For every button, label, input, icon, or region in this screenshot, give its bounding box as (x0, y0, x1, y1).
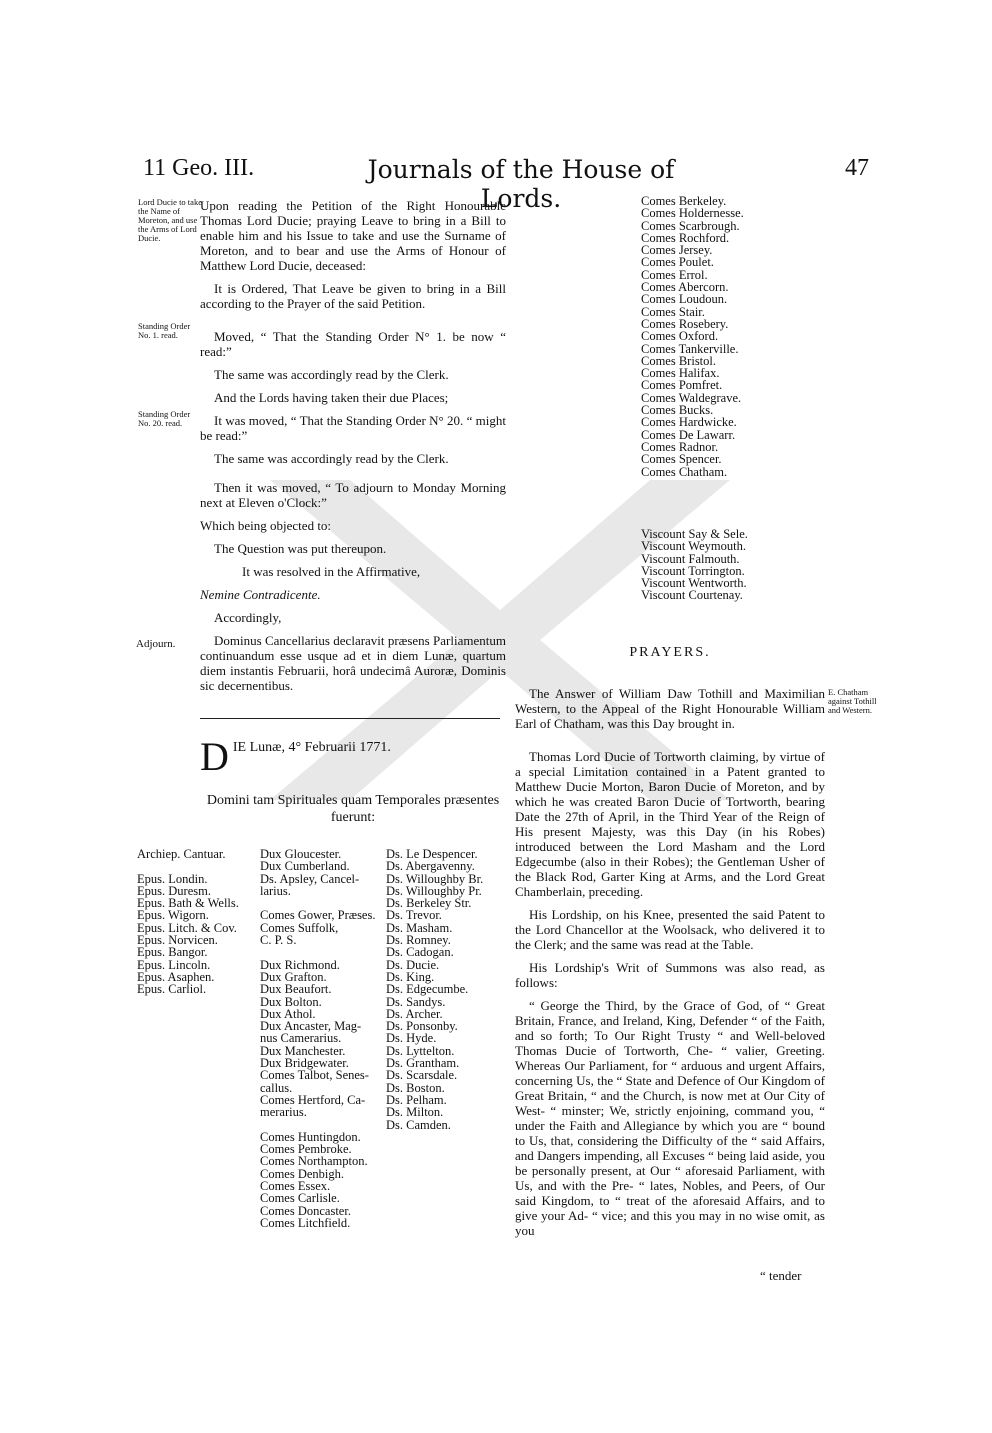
attendance-entry: Comes Halifax. (641, 366, 720, 381)
attendance-entry: Ds. Ducie. (386, 957, 440, 972)
attendance-entry: Ds. Grantham. (386, 1056, 460, 1071)
attendance-entry: Epus. Bangor. (137, 945, 208, 960)
attendance-viscounts (641, 528, 791, 602)
page-number: 47 (845, 155, 869, 181)
attendance-entry: Ds. Abergavenny. (386, 859, 475, 874)
attendance-entry: Comes Oxford. (641, 329, 719, 344)
attendance-entry: Dux Beaufort. (260, 982, 332, 997)
left-column (200, 198, 506, 701)
attendance-entry: larius. (260, 883, 291, 898)
attendance-entry: Dux Bridgewater. (260, 1056, 349, 1071)
read-by-clerk-20: The same was accordingly read by the Clerk. (214, 451, 449, 466)
drop-cap: D (200, 734, 229, 779)
attendance-entry: Comes Radnor. (641, 439, 719, 454)
attendance-entry: Dux Athol. (260, 1006, 316, 1021)
attendance-entry: Comes Denbigh. (260, 1166, 345, 1181)
margin-note-ducie: Lord Ducie to take the Name of Moreton, and use the Arms of Lord Ducie. (138, 197, 202, 243)
attendance-entry: Comes Errol. (641, 267, 708, 282)
attendance-entry: Comes Essex. (260, 1179, 331, 1194)
attendance-entry: Epus. Litch. & Cov. (137, 920, 237, 935)
attendance-dukes-earls (260, 848, 385, 1229)
attendance-entry: Comes Huntingdon. (260, 1129, 361, 1144)
attendance-entry: Dux Manchester. (260, 1043, 346, 1058)
read-by-clerk-1: The same was accordingly read by the Clerk. (214, 367, 449, 382)
attendance-entry: Viscount Say & Sele. (641, 527, 748, 541)
attendance-entry: Ds. Masham. (386, 920, 453, 935)
attendance-entry: Epus. Carliol. (137, 982, 207, 997)
attendance-entry: Epus. Londin. (137, 871, 208, 886)
die-date: IE Lunæ, 4° Februarii 1771. (232, 740, 391, 755)
attendance-entry: Comes Carlisle. (260, 1191, 340, 1206)
attendance-entry: Ds. Ponsonby. (386, 1019, 458, 1034)
attendance-entry: Comes Scarbrough. (641, 218, 740, 233)
section-rule (200, 718, 500, 719)
attendance-entry: Comes Spencer. (641, 452, 722, 467)
attendance-entry: Comes Rosebery. (641, 316, 729, 331)
ordered-paragraph: It is Ordered, That Leave be given to bring in a Bill according to the Prayer of the said Petition. (200, 281, 506, 311)
attendance-entry: Dux Gloucester. (260, 847, 342, 861)
attendance-bishops (137, 848, 267, 996)
attendance-entry: Comes Holdernesse. (641, 206, 744, 221)
header-regnal-year: 11 Geo. III. (143, 155, 255, 181)
attendance-entry: Ds. Romney. (386, 933, 451, 948)
attendance-entry: Viscount Falmouth. (641, 551, 740, 566)
die-heading (200, 734, 506, 779)
ducie-introduction: Thomas Lord Ducie of Tortworth claiming, by virtue of a special Limitation contained in a Patent granted to Matthew Ducie Morton, Baron Ducie of Moreton, and by which he was created Baron Ducie of Tortworth, bearing Date the 27th of April, in the Third Year of the Reign of His present Majesty, was this Day (in his Robes) introduced between the Lord Masham and the Lord Edgecumbe (also in their Robes); the Gentleman Usher of the Black Rod, Garter King at Arms, and the Lord Great Chamberlain, preceding. (515, 749, 825, 899)
attendance-entry: Comes Gower, Præses. (260, 908, 376, 923)
attendance-entry: Ds. Berkeley Str. (386, 896, 472, 911)
attendance-entry: Ds. Milton. (386, 1105, 444, 1120)
attendance-entry: Comes Suffolk, (260, 920, 339, 935)
writ-of-summons: “ George the Third, by the Grace of God, of “ Great Britain, France, and Ireland, King, Defender “ of the Faith, and so forth; To Our Right Trusty “ and Well-beloved Thomas Ducie of Tortworth, Che- “ valier, Greeting. Whereas Our Parliament, for “ arduous and urgent Affairs, concerning Us, the “ State and Defence of Our Kingdom of Great Britain, “ and the Church, is now met at Our City of West- “ minster; We, strictly enjoining, command you, “ under the Faith and Allegiance by which you are “ bound to Us, that, considering the Difficulty of the “ said Affairs, and Dangers impending, all Excuses “ being laid aside, you be personally present, at Our “ aforesaid Parliament, with Us, and with the Pre- “ lates, Nobles, and Peers, of Our said Kingdom, to “ treat of the aforesaid Affairs, and to give your Ad- “ vice; and this you may in no wise omit, as you (515, 998, 825, 1238)
attendance-barons (386, 848, 496, 1131)
catchword: “ tender (760, 1268, 802, 1283)
attendance-entry: Ds. Apsley, Cancel- (260, 871, 360, 886)
margin-note-adjourn: Adjourn. (136, 638, 176, 650)
attendance-entry: Ds. Hyde. (386, 1031, 437, 1046)
attendance-entry (260, 946, 385, 958)
attendance-entry: Dux Cumberland. (260, 859, 350, 874)
attendance-entry (260, 1119, 385, 1131)
question-put: The Question was put thereupon. (214, 541, 387, 556)
margin-note-standing-order-20: Standing Order No. 20. read. (138, 409, 191, 428)
attendance-entry: Comes Poulet. (641, 255, 714, 270)
attendance-entry: Viscount Wentworth. (641, 576, 747, 591)
attendance-entry: Comes Jersey. (641, 243, 713, 258)
attendance-entry: Ds. Willoughby Pr. (386, 883, 482, 898)
attendance-entry: Archiep. Cantuar. (137, 847, 226, 861)
attendance-entry: Ds. Archer. (386, 1006, 443, 1021)
resolved-affirmative: It was resolved in the Affirmative, (242, 564, 421, 579)
attendance-entry: Ds. Trevor. (386, 908, 442, 923)
petition-paragraph: Upon reading the Petition of the Right Honourable Thomas Lord Ducie; praying Leave to bring in a Bill to enable him and his Issue to take and use the Surname of Moreton, and to bear and use the Arms of Honour of Matthew Lord Ducie, deceased: (200, 198, 506, 273)
attendance-entry: Ds. Sandys. (386, 994, 446, 1009)
attendance-entry: Comes Northampton. (260, 1154, 368, 1169)
attendance-entry: Dux Grafton. (260, 969, 327, 984)
attendance-entry: Comes Bristol. (641, 353, 717, 368)
attendance-entry: Viscount Torrington. (641, 563, 745, 578)
adjourn-motion: Then it was moved, “ To adjourn to Monday Morning next at Eleven o'Clock:” (200, 480, 506, 510)
attendance-entry: Dux Richmond. (260, 957, 340, 972)
attendance-entry: Comes Litchfield. (260, 1215, 351, 1230)
nemine-contradicente: Nemine Contradicente. (200, 587, 321, 602)
attendance-entry: Comes Bucks. (641, 403, 714, 418)
attendance-entry: Ds. Cadogan. (386, 945, 454, 960)
attendance-entry: Ds. Pelham. (386, 1092, 447, 1107)
attendance-entry: Comes Tankerville. (641, 341, 739, 356)
attendance-entry: Comes Pembroke. (260, 1142, 352, 1157)
attendance-entry: Ds. Willoughby Br. (386, 871, 484, 886)
domini-heading: Domini tam Spirituales quam Temporales præsentes fuerunt: (206, 793, 500, 825)
attendance-entry: C. P. S. (260, 933, 297, 948)
margin-note-standing-order-1: Standing Order No. 1. read. (138, 321, 191, 340)
attendance-entry: merarius. (260, 1105, 307, 1120)
attendance-entry: Viscount Weymouth. (641, 539, 746, 554)
attendance-entry: Epus. Norvicen. (137, 933, 218, 948)
header-title: Journals of the House of Lords. (367, 155, 675, 213)
dominus-cancellarius: Dominus Cancellarius declaravit præsens Parliamentum continuandum esse usque ad et in diem Lunæ, quartum diem instantis Februarii, horâ undecimâ Auroræ, Dominis sic decernentibus. (200, 633, 506, 693)
attendance-entry: Ds. Scarsdale. (386, 1068, 458, 1083)
attendance-entry: Epus. Bath & Wells. (137, 896, 239, 911)
attendance-entry: Comes Talbot, Senes- (260, 1068, 369, 1083)
right-column (515, 686, 825, 1246)
margin-note-chatham: E. Chatham against Tothill and Western. (828, 687, 877, 715)
attendance-entry: Comes Loudoun. (641, 292, 728, 307)
attendance-entry: Epus. Asaphen. (137, 969, 215, 984)
attendance-entry: Epus. Lincoln. (137, 957, 211, 972)
attendance-earls-right (641, 195, 791, 478)
attendance-entry: Comes Doncaster. (260, 1203, 351, 1218)
attendance-entry: Comes Berkeley. (641, 194, 727, 208)
attendance-entry: Ds. Le Despencer. (386, 847, 478, 861)
attendance-entry: Ds. Edgecumbe. (386, 982, 469, 997)
attendance-entry: Dux Ancaster, Mag- (260, 1019, 362, 1034)
attendance-entry: Comes Waldegrave. (641, 390, 742, 405)
motion-standing-order-1: Moved, “ That the Standing Order N° 1. be now “ read:” (200, 329, 506, 359)
attendance-entry: nus Camerarius. (260, 1031, 342, 1046)
attendance-entry: Comes Abercorn. (641, 280, 729, 295)
attendance-entry: Ds. King. (386, 969, 435, 984)
attendance-entry: Epus. Wigorn. (137, 908, 209, 923)
answer-paragraph: The Answer of William Daw Tothill and Maximilian Western, to the Appeal of the Right Honourable William Earl of Chatham, was this Day brought in. (515, 686, 825, 731)
attendance-entry: Comes Hertford, Ca- (260, 1092, 366, 1107)
attendance-entry (137, 860, 267, 872)
attendance-entry: Comes Hardwicke. (641, 415, 737, 430)
attendance-entry: Ds. Boston. (386, 1080, 445, 1095)
patent-paragraph: His Lordship, on his Knee, presented the said Patent to the Lord Chancellor at the Woolsack, who delivered it to the Clerk; and the same was read at the Table. (515, 907, 825, 952)
attendance-entry: Comes Chatham. (641, 464, 728, 479)
writ-intro: His Lordship's Writ of Summons was also read, as follows: (515, 960, 825, 990)
accordingly: Accordingly, (214, 610, 282, 625)
attendance-entry: Viscount Courtenay. (641, 588, 743, 603)
attendance-entry: Epus. Duresm. (137, 883, 211, 898)
attendance-entry: Dux Bolton. (260, 994, 322, 1009)
attendance-entry: callus. (260, 1080, 293, 1095)
prayers-heading: PRAYERS. (629, 645, 711, 660)
attendance-entry: Comes Pomfret. (641, 378, 723, 393)
objected: Which being objected to: (200, 518, 332, 533)
attendance-entry: Ds. Camden. (386, 1117, 451, 1132)
attendance-entry: Comes De Lawarr. (641, 427, 736, 442)
attendance-entry: Comes Rochford. (641, 230, 730, 245)
attendance-entry: Ds. Lyttelton. (386, 1043, 455, 1058)
motion-standing-order-20: It was moved, “ That the Standing Order N° 20. “ might be read:” (200, 413, 506, 443)
attendance-entry: Comes Stair. (641, 304, 705, 319)
lords-places: And the Lords having taken their due Places; (214, 390, 449, 405)
